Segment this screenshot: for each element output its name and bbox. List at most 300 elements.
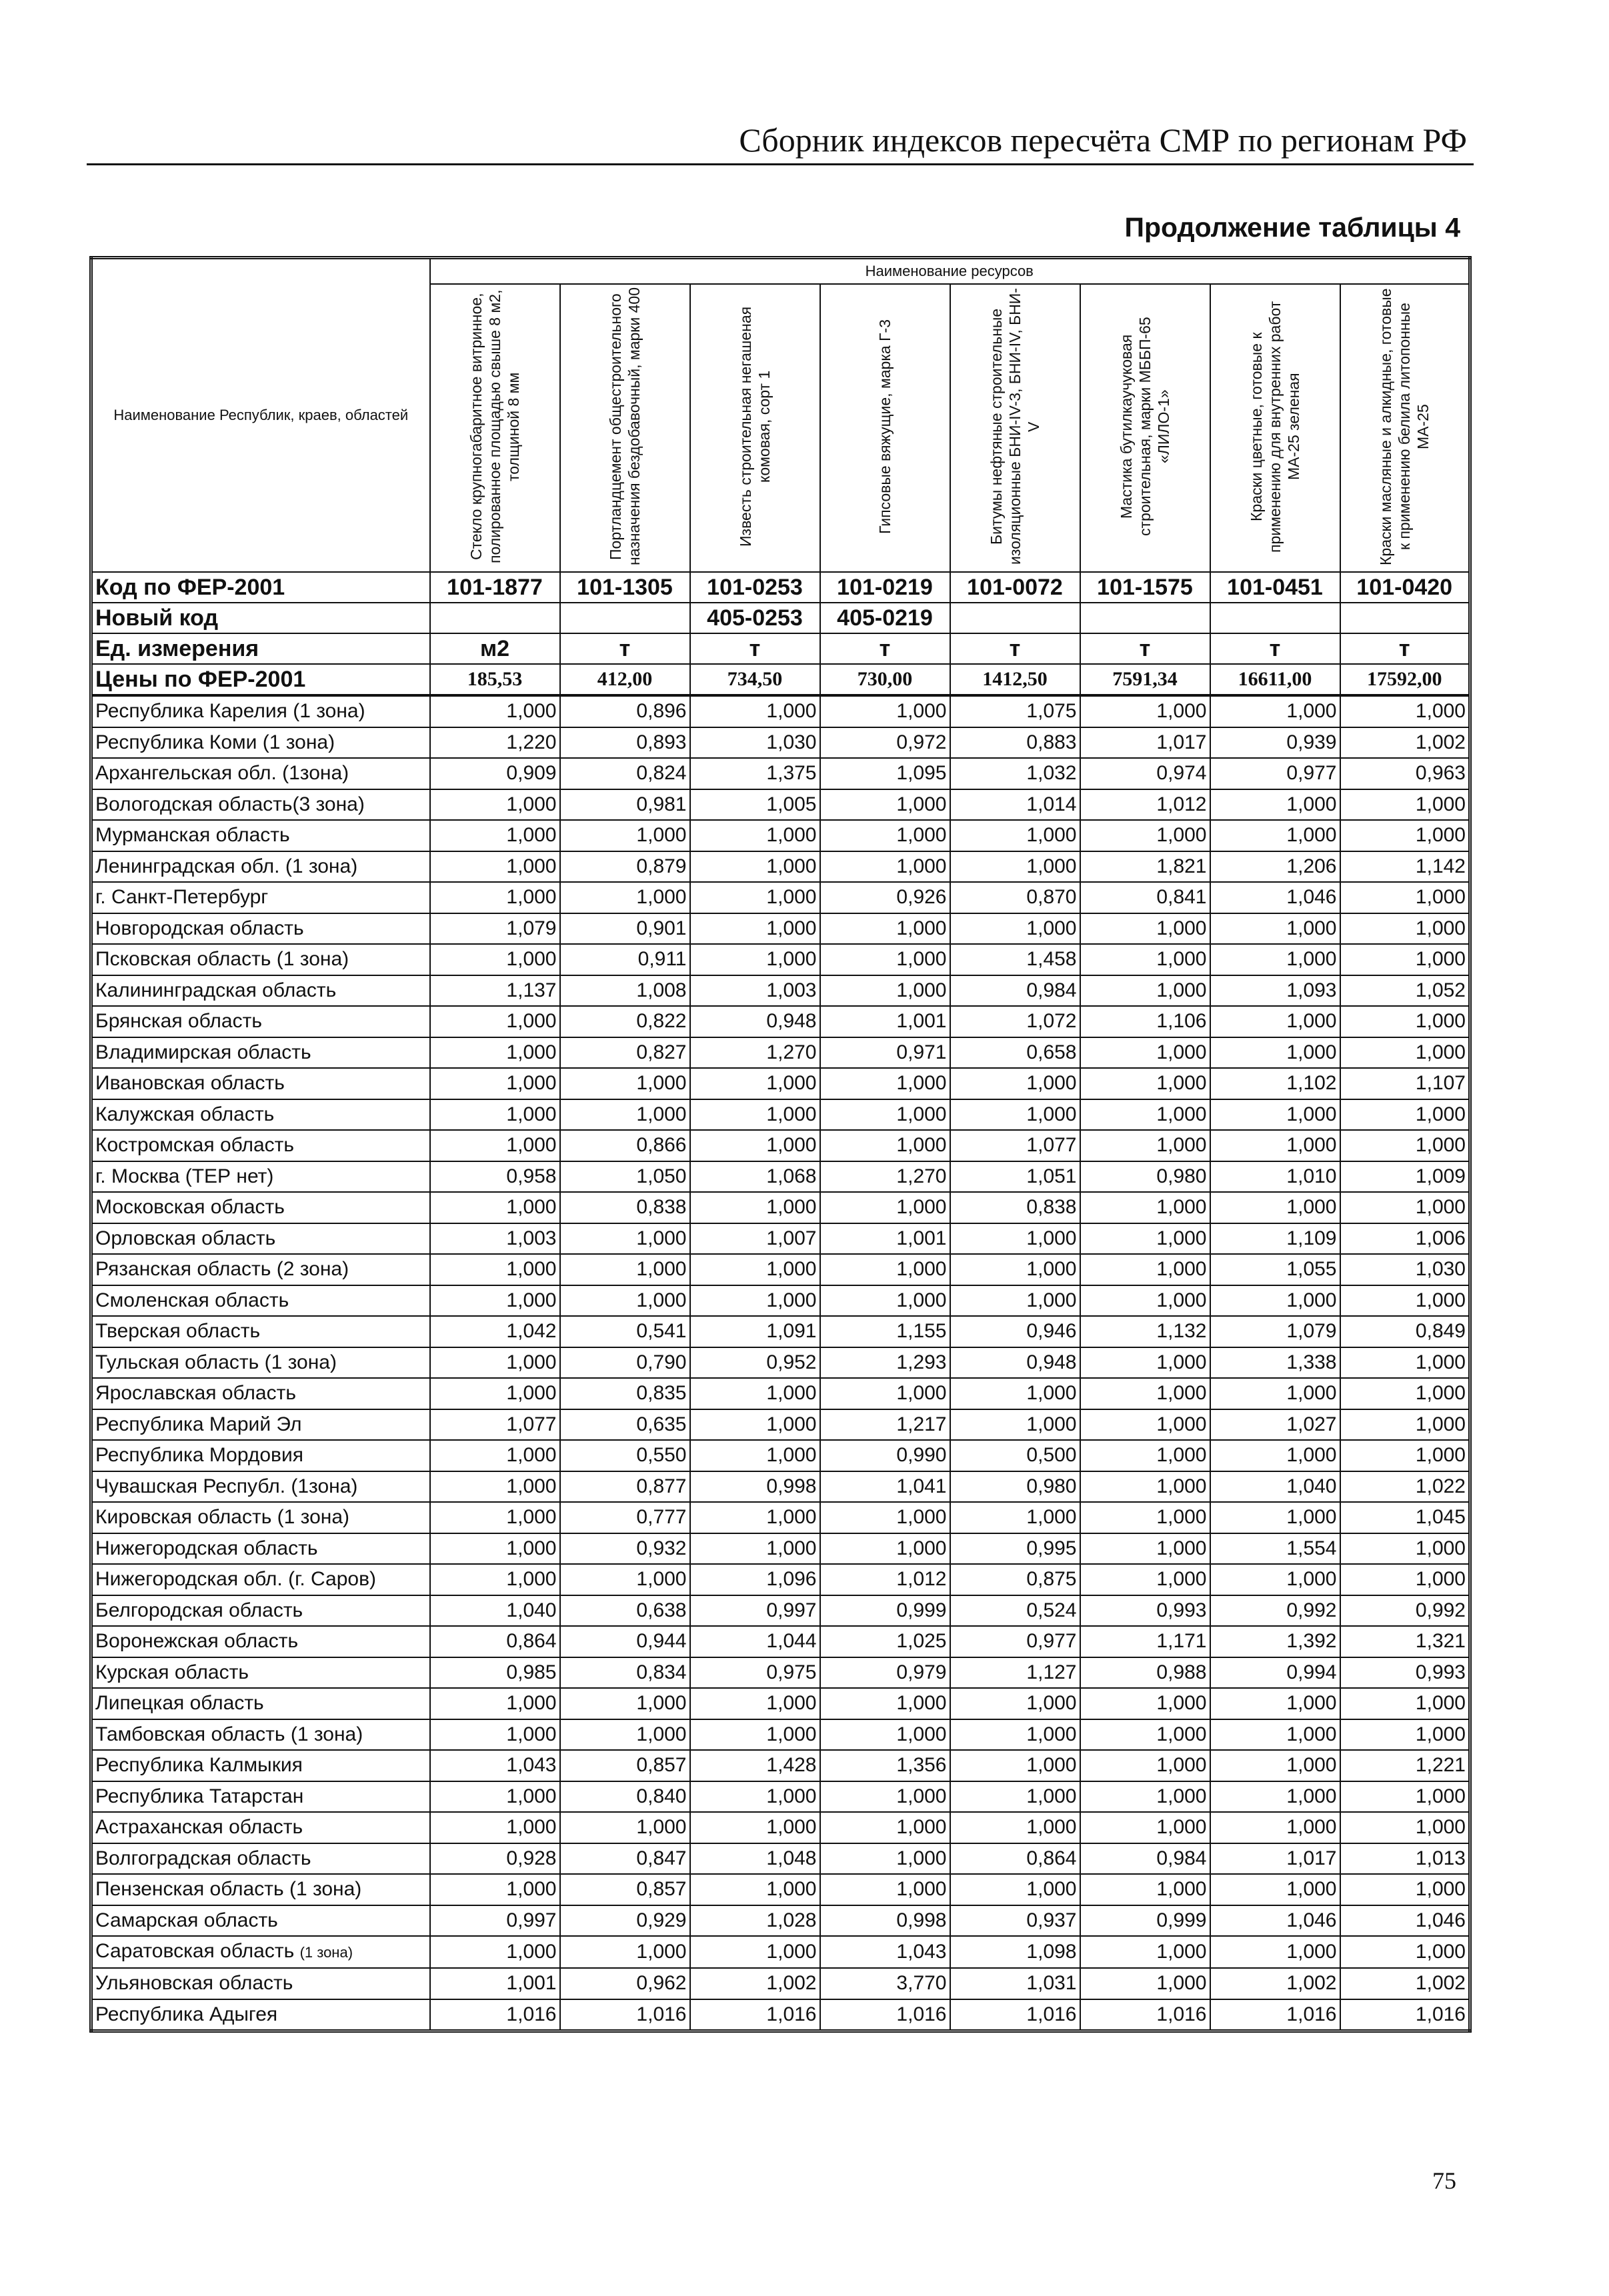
meta-value: 101-0072 [950,572,1080,603]
index-value-cell: 0,980 [1080,1161,1210,1193]
index-value-cell: 1,000 [950,1781,1080,1813]
index-value-cell: 0,952 [690,1347,820,1379]
region-name: г. Санкт-Петербург [95,886,269,909]
index-value-cell: 1,000 [820,1781,950,1813]
index-value-cell: 1,000 [820,851,950,883]
index-value-cell: 1,000 [1340,1037,1470,1069]
index-value-cell: 1,000 [820,1378,950,1409]
region-name-cell [91,1843,430,1875]
index-value-cell: 1,000 [560,820,690,851]
region-name: Тверская область [95,1320,261,1343]
index-value-cell: 1,000 [1210,1378,1340,1409]
index-value-cell: 1,000 [1340,1006,1470,1037]
table-row [91,851,1470,883]
index-value-cell: 0,993 [1340,1657,1470,1689]
index-value-cell: 0,997 [430,1905,560,1937]
region-name-cell [91,820,430,851]
index-value-cell: 1,052 [1340,975,1470,1007]
index-value-cell: 1,000 [1080,1471,1210,1503]
resource-column-header [820,284,950,572]
index-value-cell: 0,994 [1210,1657,1340,1689]
region-name: Белгородская область [95,1599,303,1621]
index-value-cell: 0,838 [560,1192,690,1223]
region-name: Республика Марий Эл [95,1413,302,1435]
index-value-cell: 1,014 [950,789,1080,821]
table-row [91,1812,1470,1843]
index-value-cell: 1,043 [430,1750,560,1781]
index-value-cell: 1,428 [690,1750,820,1781]
index-value-cell: 0,963 [1340,758,1470,789]
index-value-cell: 1,008 [560,975,690,1007]
region-name: Республика Мордовия [95,1444,303,1467]
resource-column-header [1080,284,1210,572]
index-value-cell: 1,000 [820,1254,950,1285]
index-value-cell: 1,030 [690,727,820,759]
index-value-cell: 1,093 [1210,975,1340,1007]
index-value-cell: 1,000 [950,1099,1080,1131]
region-name-cell [91,1626,430,1657]
index-value-cell: 1,000 [1080,913,1210,945]
region-name-cell [91,1254,430,1285]
index-value-cell: 1,000 [1210,695,1340,727]
index-value-cell: 1,000 [1340,1409,1470,1441]
index-value-cell: 1,000 [1340,1874,1470,1905]
index-value-cell: 1,001 [820,1006,950,1037]
region-name-cell [91,1037,430,1069]
index-value-cell: 1,270 [820,1161,950,1193]
index-value-cell: 1,000 [1080,975,1210,1007]
region-name: Волгоградская область [95,1847,311,1869]
meta-row-code [91,572,1470,603]
index-value-cell: 0,984 [950,975,1080,1007]
index-value-cell: 1,000 [1210,1564,1340,1595]
index-value-cell: 1,000 [820,1533,950,1565]
index-value-cell: 1,356 [820,1750,950,1781]
index-value-cell: 1,000 [1340,1533,1470,1565]
index-value-cell: 0,879 [560,851,690,883]
index-value-cell: 1,032 [950,758,1080,789]
index-value-cell: 0,841 [1080,882,1210,913]
index-value-cell: 1,000 [1080,1781,1210,1813]
index-value-cell: 1,000 [690,1409,820,1441]
index-value-cell: 1,000 [1080,1254,1210,1285]
index-value-cell: 1,000 [1080,1223,1210,1255]
index-value-cell: 0,877 [560,1471,690,1503]
meta-label: Цены по ФЕР-2001 [91,664,430,695]
index-value-cell: 1,000 [430,695,560,727]
index-value-cell: 1,000 [1210,1874,1340,1905]
index-value-cell: 0,866 [560,1130,690,1161]
index-value-cell: 1,002 [690,1968,820,1999]
index-value-cell: 1,000 [560,1564,690,1595]
table-row [91,1037,1470,1069]
index-value-cell: 1,007 [690,1223,820,1255]
index-value-cell: 1,321 [1340,1626,1470,1657]
index-value-cell: 0,974 [1080,758,1210,789]
table-row [91,975,1470,1007]
region-name: Костромская область [95,1134,295,1157]
index-value-cell: 1,091 [690,1316,820,1347]
region-name: Рязанская область (2 зона) [95,1258,349,1281]
index-value-cell: 0,993 [1080,1595,1210,1627]
index-value-cell: 1,000 [1210,1037,1340,1069]
index-value-cell: 1,002 [1340,727,1470,759]
index-value-cell: 0,984 [1080,1843,1210,1875]
index-value-cell: 1,046 [1210,1905,1340,1937]
index-value-cell: 0,977 [950,1626,1080,1657]
table-row [91,1440,1470,1471]
region-name-cell [91,1812,430,1843]
index-value-cell: 1,000 [560,1812,690,1843]
index-value-cell: 1,107 [1340,1068,1470,1099]
index-value-cell: 1,000 [1210,820,1340,851]
index-value-cell: 1,051 [950,1161,1080,1193]
index-value-cell: 0,638 [560,1595,690,1627]
region-name-cell [91,1719,430,1751]
index-value-cell: 1,000 [1080,1130,1210,1161]
index-value-cell: 1,000 [1340,913,1470,945]
index-value-cell: 1,077 [430,1409,560,1441]
table-row [91,1161,1470,1193]
index-value-cell: 1,000 [820,1130,950,1161]
region-name: Архангельская обл. (1зона) [95,762,349,785]
index-value-cell: 1,000 [1210,1192,1340,1223]
index-value-cell: 1,000 [1080,695,1210,727]
index-value-cell: 1,050 [560,1161,690,1193]
index-value-cell: 1,000 [1340,882,1470,913]
meta-row-price [91,664,1470,695]
index-value-cell: 0,988 [1080,1657,1210,1689]
index-value-cell: 1,000 [690,1688,820,1719]
index-value-cell: 1,392 [1210,1626,1340,1657]
index-value-cell: 0,928 [430,1843,560,1875]
index-value-cell: 1,000 [1210,1099,1340,1131]
index-value-cell: 1,009 [1340,1161,1470,1193]
resource-column-header [690,284,820,572]
meta-value [1340,603,1470,633]
index-value-cell: 0,777 [560,1502,690,1533]
index-value-cell: 0,985 [430,1657,560,1689]
table-body [91,572,1470,2031]
region-name: г. Москва (ТЕР нет) [95,1165,274,1187]
index-value-cell: 1,016 [1340,1999,1470,2031]
region-name: Липецкая область [95,1692,264,1715]
index-value-cell: 1,000 [1080,1099,1210,1131]
resource-column-header [560,284,690,572]
index-value-cell: 1,171 [1080,1626,1210,1657]
index-value-cell: 1,000 [430,1068,560,1099]
index-value-cell: 1,000 [950,1378,1080,1409]
region-name: Смоленская область [95,1289,289,1311]
table-row [91,1626,1470,1657]
index-value-cell: 1,000 [1080,1564,1210,1595]
index-value-cell: 1,000 [690,1099,820,1131]
index-value-cell: 1,000 [690,1533,820,1565]
resource-name: Краски масляные и алкидные, готовые к применению белила литопонные МА-25 [1377,287,1432,565]
index-value-cell: 1,000 [1080,1409,1210,1441]
index-value-cell: 1,041 [820,1471,950,1503]
index-value-cell: 1,001 [820,1223,950,1255]
resource-name: Портландцемент общестроительного назначения бездобавочный, марки 400 [607,287,643,565]
index-value-cell: 1,000 [430,789,560,821]
region-name-cell [91,1595,430,1627]
index-value-cell: 1,068 [690,1161,820,1193]
index-value-cell: 1,000 [430,1688,560,1719]
region-name: Орловская область [95,1227,276,1249]
index-value-cell: 1,031 [950,1968,1080,1999]
region-name-cell [91,913,430,945]
index-value-cell: 1,000 [950,1409,1080,1441]
index-value-cell: 1,000 [430,1099,560,1131]
meta-label: Ед. измерения [91,633,430,664]
index-value-cell: 1,000 [430,1130,560,1161]
meta-value [1210,603,1340,633]
index-value-cell: 1,375 [690,758,820,789]
index-value-cell: 1,000 [430,882,560,913]
index-value-cell: 1,028 [690,1905,820,1937]
table-row [91,1502,1470,1533]
index-value-cell: 0,635 [560,1409,690,1441]
meta-value: 101-0420 [1340,572,1470,603]
index-value-cell: 1,016 [1210,1999,1340,2031]
region-name-cell [91,1316,430,1347]
index-value-cell: 0,864 [430,1626,560,1657]
index-value-cell: 1,000 [1340,695,1470,727]
table-row [91,820,1470,851]
index-value-cell: 1,002 [1340,1968,1470,1999]
index-value-cell: 1,012 [1080,789,1210,821]
region-name: Тульская область (1 зона) [95,1351,337,1373]
index-value-cell: 1,096 [690,1564,820,1595]
index-value-cell: 0,893 [560,727,690,759]
index-value-cell: 1,000 [690,851,820,883]
region-name-cell [91,1409,430,1441]
page-number: 75 [1432,2167,1456,2194]
meta-value: т [1210,633,1340,664]
region-name: Чувашская Республ. (1зона) [95,1475,358,1497]
index-value-cell: 1,000 [690,913,820,945]
index-value-cell: 1,000 [1210,1440,1340,1471]
index-value-cell: 1,098 [950,1936,1080,1968]
index-value-cell: 1,000 [690,944,820,975]
index-value-cell: 1,000 [430,1037,560,1069]
table-row [91,695,1470,727]
index-value-cell: 1,000 [430,944,560,975]
index-value-cell: 1,079 [1210,1316,1340,1347]
index-value-cell: 1,000 [690,1285,820,1317]
resource-name: Краски цветные, готовые к применению для внутренних работ МА-25 зеленая [1248,300,1302,553]
meta-value: 101-0253 [690,572,820,603]
meta-value: 185,53 [430,664,560,695]
index-value-cell: 1,000 [950,1223,1080,1255]
index-value-cell: 0,932 [560,1533,690,1565]
index-value-cell: 1,079 [430,913,560,945]
index-value-cell: 0,901 [560,913,690,945]
index-value-cell: 1,000 [1080,1936,1210,1968]
index-value-cell: 0,883 [950,727,1080,759]
index-value-cell: 0,909 [430,758,560,789]
region-name: Ленинградская обл. (1 зона) [95,855,358,877]
index-value-cell: 1,003 [690,975,820,1007]
index-value-cell: 1,000 [430,1347,560,1379]
index-value-cell: 3,770 [820,1968,950,1999]
index-value-cell: 0,835 [560,1378,690,1409]
index-value-cell: 0,975 [690,1657,820,1689]
table-row [91,1688,1470,1719]
index-value-cell: 0,990 [820,1440,950,1471]
index-value-cell: 1,016 [690,1999,820,2031]
index-value-cell: 1,221 [1340,1750,1470,1781]
index-value-cell: 1,000 [430,1812,560,1843]
index-value-cell: 1,000 [1210,1130,1340,1161]
index-value-cell: 0,541 [560,1316,690,1347]
index-value-cell: 1,000 [1340,1347,1470,1379]
index-value-cell: 0,977 [1210,758,1340,789]
resources-group-header: Наименование ресурсов [430,258,1470,285]
index-value-cell: 1,000 [950,1750,1080,1781]
index-value-cell: 1,220 [430,727,560,759]
index-value-cell: 1,040 [430,1595,560,1627]
meta-value: 412,00 [560,664,690,695]
region-name: Нижегородская обл. (г. Саров) [95,1568,377,1591]
table-row [91,913,1470,945]
index-value-cell: 1,000 [690,1812,820,1843]
index-value-cell: 0,995 [950,1533,1080,1565]
index-value-cell: 1,000 [430,1254,560,1285]
meta-label: Новый код [91,603,430,633]
index-value-cell: 1,016 [820,1999,950,2031]
index-value-cell: 1,000 [1340,1285,1470,1317]
index-value-cell: 1,005 [690,789,820,821]
index-value-cell: 1,000 [1210,1006,1340,1037]
index-value-cell: 0,834 [560,1657,690,1689]
index-value-cell: 1,000 [950,913,1080,945]
index-value-cell: 0,946 [950,1316,1080,1347]
region-name: Калининградская область [95,979,337,1001]
table-row [91,1936,1470,1968]
index-value-cell: 1,132 [1080,1316,1210,1347]
index-value-cell: 1,000 [690,1936,820,1968]
index-value-cell: 1,003 [430,1223,560,1255]
index-value-cell: 1,458 [950,944,1080,975]
index-value-cell: 1,000 [1210,789,1340,821]
region-name: Самарская область [95,1909,278,1931]
meta-value: 405-0219 [820,603,950,633]
region-name-cell [91,1502,430,1533]
index-value-cell: 0,896 [560,695,690,727]
index-value-cell: 1,000 [430,1781,560,1813]
region-name-cell [91,1874,430,1905]
index-value-cell: 1,000 [820,820,950,851]
index-value-cell: 1,000 [430,1006,560,1037]
region-name: Астраханская область [95,1816,303,1839]
region-name: Вологодская область(3 зона) [95,793,365,815]
index-value-cell: 1,000 [820,1843,950,1875]
table-row [91,1471,1470,1503]
table-row [91,1719,1470,1751]
resource-name: Гипсовые вяжущие, марка Г-3 [876,319,894,534]
index-value-cell: 1,000 [1080,1440,1210,1471]
index-value-cell: 1,000 [560,1099,690,1131]
index-value-cell: 1,000 [430,1471,560,1503]
index-value-cell: 0,911 [560,944,690,975]
index-value-cell: 1,000 [690,1068,820,1099]
index-value-cell: 0,972 [820,727,950,759]
index-value-cell: 1,040 [1210,1471,1340,1503]
index-value-cell: 1,000 [1080,944,1210,975]
region-name-cell [91,1781,430,1813]
index-value-cell: 1,000 [430,1502,560,1533]
index-value-cell: 0,944 [560,1626,690,1657]
index-value-cell: 1,000 [1340,1130,1470,1161]
index-value-cell: 0,979 [820,1657,950,1689]
index-value-cell: 1,000 [1080,1533,1210,1565]
index-value-cell: 1,000 [690,1192,820,1223]
meta-value: т [560,633,690,664]
index-value-cell: 1,000 [820,695,950,727]
index-value-cell: 1,000 [690,1130,820,1161]
index-value-cell: 1,000 [560,1223,690,1255]
running-header-title: Сборник индексов пересчёта СМР по регионам РФ [87,117,1474,165]
region-name: Республика Коми (1 зона) [95,731,335,753]
meta-value: 1412,50 [950,664,1080,695]
index-value-cell: 0,948 [950,1347,1080,1379]
table-row [91,1130,1470,1161]
resource-column-header [950,284,1080,572]
index-value-cell: 1,155 [820,1316,950,1347]
table-row [91,727,1470,759]
index-value-cell: 1,000 [1210,1750,1340,1781]
meta-value: м2 [430,633,560,664]
meta-value: 17592,00 [1340,664,1470,695]
region-name: Тамбовская область (1 зона) [95,1723,363,1745]
index-value-cell: 1,000 [1080,1378,1210,1409]
index-value-cell: 0,847 [560,1843,690,1875]
table-row [91,1378,1470,1409]
index-value-cell: 1,000 [430,1192,560,1223]
index-value-cell: 1,000 [950,1719,1080,1751]
index-value-cell: 1,000 [690,1440,820,1471]
index-value-cell: 1,016 [560,1999,690,2031]
table-row [91,1968,1470,1999]
region-name: Владимирская область [95,1041,311,1063]
index-value-cell: 1,137 [430,975,560,1007]
region-name-cell [91,789,430,821]
index-value-cell: 1,000 [430,1440,560,1471]
index-value-cell: 1,042 [430,1316,560,1347]
index-value-cell: 0,926 [820,882,950,913]
index-value-cell: 1,000 [950,851,1080,883]
meta-value: т [1340,633,1470,664]
resource-column-header [1210,284,1340,572]
table-row [91,1254,1470,1285]
index-value-cell: 0,997 [690,1595,820,1627]
index-value-cell: 1,000 [820,1719,950,1751]
region-name: Республика Адыгея [95,2003,278,2025]
index-value-cell: 1,000 [560,1285,690,1317]
index-value-cell: 0,524 [950,1595,1080,1627]
index-value-cell: 1,000 [1080,820,1210,851]
index-value-cell: 1,006 [1340,1223,1470,1255]
index-value-cell: 1,000 [430,1564,560,1595]
index-value-cell: 1,000 [1340,1781,1470,1813]
index-value-cell: 0,958 [430,1161,560,1193]
index-value-cell: 1,030 [1340,1254,1470,1285]
region-name-cell [91,1099,430,1131]
meta-value: т [690,633,820,664]
region-name-cell [91,975,430,1007]
region-name-cell [91,758,430,789]
